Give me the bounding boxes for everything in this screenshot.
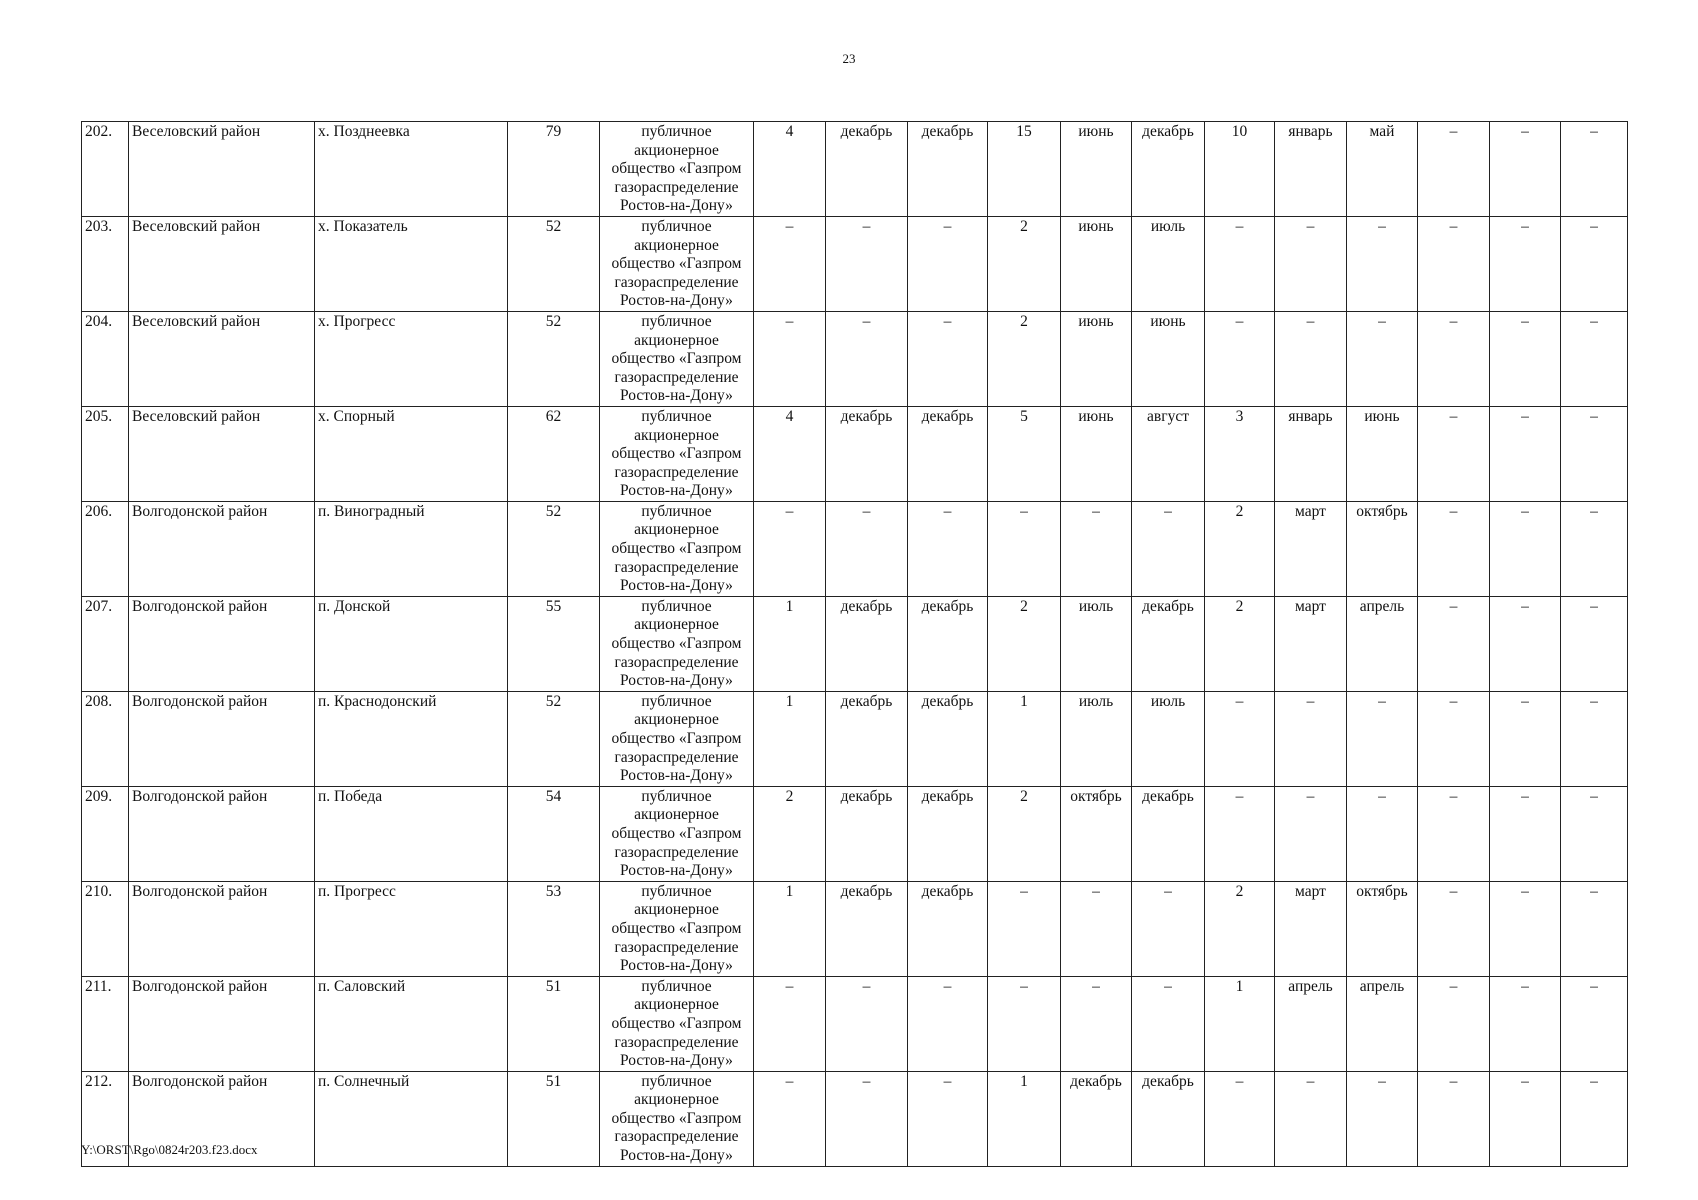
schedule-value-cell: июль (1061, 596, 1132, 691)
schedule-value-cell: – (988, 881, 1061, 976)
locality-cell: п. Виноградный (315, 501, 508, 596)
schedule-value-cell: 1 (1205, 976, 1275, 1071)
locality-cell: п. Саловский (315, 976, 508, 1071)
schedule-value-cell: июль (1132, 216, 1205, 311)
schedule-value-cell: 2 (1205, 501, 1275, 596)
schedule-value-cell: – (1275, 786, 1347, 881)
count-cell: 51 (508, 976, 600, 1071)
schedule-value-cell: – (1561, 311, 1628, 406)
organization-line: акционерное (634, 996, 719, 1014)
locality-cell: х. Прогресс (315, 311, 508, 406)
schedule-value-cell: 4 (754, 406, 826, 501)
schedule-value-cell: – (1418, 311, 1490, 406)
count-cell: 53 (508, 881, 600, 976)
schedule-value-cell: – (754, 1071, 826, 1166)
schedule-value-cell: июль (1132, 691, 1205, 786)
organization-cell (600, 691, 754, 786)
schedule-value-cell: – (1061, 976, 1132, 1071)
district-cell: Волгодонской район (129, 786, 315, 881)
schedule-value-cell: – (1061, 501, 1132, 596)
schedule-value-cell: 2 (754, 786, 826, 881)
organization-line: публичное (641, 1072, 712, 1090)
organization-line: акционерное (634, 236, 719, 254)
locality-cell: х. Спорный (315, 406, 508, 501)
schedule-value-cell: – (1275, 311, 1347, 406)
schedule-value-cell: – (1490, 881, 1561, 976)
row-number-cell: 206. (82, 501, 129, 596)
schedule-value-cell: январь (1275, 122, 1347, 217)
schedule-value-cell: – (1418, 691, 1490, 786)
district-cell: Веселовский район (129, 406, 315, 501)
organization-line: публичное (641, 882, 712, 900)
schedule-value-cell: 1 (988, 691, 1061, 786)
schedule-value-cell: декабрь (1132, 122, 1205, 217)
schedule-value-cell: декабрь (1132, 1071, 1205, 1166)
schedule-value-cell: – (1132, 976, 1205, 1071)
locality-cell: х. Показатель (315, 216, 508, 311)
schedule-value-cell: 10 (1205, 122, 1275, 217)
organization-line: газораспределение (614, 843, 739, 861)
row-number-cell: 203. (82, 216, 129, 311)
schedule-value-cell: декабрь (826, 786, 908, 881)
organization-cell (600, 596, 754, 691)
schedule-value-cell: 1 (754, 596, 826, 691)
schedule-value-cell: июнь (1347, 406, 1418, 501)
schedule-value-cell: – (826, 1071, 908, 1166)
organization-line: газораспределение (614, 368, 739, 386)
count-cell: 54 (508, 786, 600, 881)
schedule-value-cell: – (1490, 691, 1561, 786)
organization-line: Ростов-на-Дону» (620, 482, 733, 500)
schedule-value-cell: декабрь (908, 596, 988, 691)
organization-line: общество «Газпром (611, 160, 742, 178)
schedule-value-cell: апрель (1347, 596, 1418, 691)
district-cell: Веселовский район (129, 122, 315, 217)
schedule-value-cell: – (1205, 216, 1275, 311)
organization-line: публичное (641, 787, 712, 805)
schedule-value-cell: – (1561, 596, 1628, 691)
count-cell: 55 (508, 596, 600, 691)
schedule-value-cell: – (1561, 976, 1628, 1071)
organization-cell (600, 786, 754, 881)
schedule-value-cell: октябрь (1061, 786, 1132, 881)
schedule-value-cell: июнь (1061, 216, 1132, 311)
locality-cell: п. Солнечный (315, 1071, 508, 1166)
schedule-value-cell: декабрь (908, 406, 988, 501)
locality-cell: х. Позднеевка (315, 122, 508, 217)
district-cell: Веселовский район (129, 311, 315, 406)
organization-line: Ростов-на-Дону» (620, 292, 733, 310)
schedule-value-cell: – (908, 501, 988, 596)
organization-line: общество «Газпром (611, 255, 742, 273)
table-row (82, 122, 1628, 217)
schedule-value-cell: – (1418, 122, 1490, 217)
schedule-value-cell: – (908, 976, 988, 1071)
schedule-value-cell: – (1418, 976, 1490, 1071)
organization-line: общество «Газпром (611, 445, 742, 463)
row-number-cell: 207. (82, 596, 129, 691)
locality-cell: п. Победа (315, 786, 508, 881)
organization-line: общество «Газпром (611, 635, 742, 653)
schedule-value-cell: декабрь (908, 881, 988, 976)
schedule-value-cell: – (1490, 596, 1561, 691)
table-row (82, 881, 1628, 976)
schedule-value-cell: март (1275, 881, 1347, 976)
schedule-value-cell: – (1561, 406, 1628, 501)
organization-line: публичное (641, 312, 712, 330)
table-row (82, 406, 1628, 501)
schedule-value-cell: – (1418, 216, 1490, 311)
organization-line: Ростов-на-Дону» (620, 862, 733, 880)
count-cell: 79 (508, 122, 600, 217)
schedule-value-cell: – (1275, 691, 1347, 786)
page-number: 23 (842, 51, 856, 66)
schedule-value-cell: апрель (1275, 976, 1347, 1071)
schedule-value-cell: – (826, 501, 908, 596)
organization-line: акционерное (634, 331, 719, 349)
schedule-value-cell: 2 (988, 216, 1061, 311)
schedule-value-cell: май (1347, 122, 1418, 217)
organization-cell (600, 122, 754, 217)
organization-line: публичное (641, 977, 712, 995)
schedule-value-cell: – (754, 216, 826, 311)
organization-line: публичное (641, 123, 712, 140)
table-row (82, 311, 1628, 406)
gasification-schedule-table (81, 121, 1628, 1167)
file-path-footer: Y:\ORST\Rgo\0824r203.f23.docx (81, 1142, 258, 1157)
schedule-value-cell: – (1490, 501, 1561, 596)
organization-line: публичное (641, 692, 712, 710)
row-number-cell: 210. (82, 881, 129, 976)
schedule-value-cell: – (1490, 1071, 1561, 1166)
schedule-value-cell: июнь (1061, 122, 1132, 217)
schedule-value-cell: – (1490, 311, 1561, 406)
schedule-value-cell: – (1561, 501, 1628, 596)
schedule-value-cell: – (1132, 881, 1205, 976)
organization-line: Ростов-на-Дону» (620, 1052, 733, 1070)
schedule-value-cell: – (1490, 406, 1561, 501)
schedule-value-cell: – (1561, 786, 1628, 881)
schedule-value-cell: – (754, 311, 826, 406)
organization-line: Ростов-на-Дону» (620, 197, 733, 215)
schedule-value-cell: декабрь (1132, 596, 1205, 691)
organization-line: публичное (641, 502, 712, 520)
organization-line: газораспределение (614, 748, 739, 766)
organization-line: газораспределение (614, 938, 739, 956)
row-number-cell: 204. (82, 311, 129, 406)
schedule-value-cell: – (826, 311, 908, 406)
table-row (82, 216, 1628, 311)
schedule-value-cell: 1 (754, 691, 826, 786)
schedule-value-cell: – (988, 501, 1061, 596)
schedule-value-cell: 2 (988, 311, 1061, 406)
schedule-value-cell: 3 (1205, 406, 1275, 501)
schedule-value-cell: декабрь (908, 786, 988, 881)
schedule-value-cell: – (1347, 216, 1418, 311)
table-row (82, 596, 1628, 691)
schedule-value-cell: июнь (1132, 311, 1205, 406)
count-cell: 52 (508, 691, 600, 786)
schedule-value-cell: июнь (1061, 406, 1132, 501)
schedule-value-cell: – (1561, 691, 1628, 786)
organization-line: общество «Газпром (611, 540, 742, 558)
schedule-value-cell: – (1490, 122, 1561, 217)
schedule-value-cell: декабрь (1132, 786, 1205, 881)
organization-line: Ростов-на-Дону» (620, 387, 733, 405)
organization-cell (600, 501, 754, 596)
organization-line: акционерное (634, 616, 719, 634)
organization-line: газораспределение (614, 1128, 739, 1146)
schedule-value-cell: – (988, 976, 1061, 1071)
row-number-cell: 208. (82, 691, 129, 786)
table-row (82, 1071, 1628, 1166)
schedule-value-cell: 1 (754, 881, 826, 976)
schedule-value-cell: – (1418, 881, 1490, 976)
schedule-value-cell: – (908, 1071, 988, 1166)
organization-line: газораспределение (614, 653, 739, 671)
organization-cell (600, 881, 754, 976)
organization-line: Ростов-на-Дону» (620, 767, 733, 785)
organization-line: акционерное (634, 711, 719, 729)
organization-line: общество «Газпром (611, 350, 742, 368)
organization-line: Ростов-на-Дону» (620, 957, 733, 975)
schedule-value-cell: – (1061, 881, 1132, 976)
schedule-value-cell: 15 (988, 122, 1061, 217)
schedule-value-cell: октябрь (1347, 501, 1418, 596)
schedule-value-cell: – (1275, 216, 1347, 311)
district-cell: Волгодонской район (129, 976, 315, 1071)
schedule-value-cell: – (1418, 1071, 1490, 1166)
organization-line: газораспределение (614, 463, 739, 481)
locality-cell: п. Прогресс (315, 881, 508, 976)
district-cell: Волгодонской район (129, 1071, 315, 1166)
schedule-value-cell: – (1418, 406, 1490, 501)
organization-line: акционерное (634, 521, 719, 539)
schedule-value-cell: – (1132, 501, 1205, 596)
schedule-value-cell: – (754, 976, 826, 1071)
schedule-value-cell: декабрь (908, 122, 988, 217)
row-number-cell: 211. (82, 976, 129, 1071)
schedule-value-cell: 1 (988, 1071, 1061, 1166)
row-number-cell: 205. (82, 406, 129, 501)
count-cell: 52 (508, 501, 600, 596)
organization-line: общество «Газпром (611, 730, 742, 747)
schedule-value-cell: – (1490, 976, 1561, 1071)
district-cell: Волгодонской район (129, 691, 315, 786)
organization-line: публичное (641, 407, 712, 425)
locality-cell: п. Донской (315, 596, 508, 691)
schedule-value-cell: 2 (1205, 881, 1275, 976)
organization-cell (600, 311, 754, 406)
schedule-value-cell: – (1418, 501, 1490, 596)
schedule-value-cell: – (1561, 1071, 1628, 1166)
organization-line: Ростов-на-Дону» (620, 672, 733, 690)
table-row (82, 786, 1628, 881)
organization-line: публичное (641, 597, 712, 615)
schedule-value-cell: – (1275, 1071, 1347, 1166)
schedule-value-cell: – (1205, 1071, 1275, 1166)
row-number-cell: 202. (82, 122, 129, 217)
count-cell: 51 (508, 1071, 600, 1166)
schedule-value-cell: 2 (988, 786, 1061, 881)
organization-line: общество «Газпром (611, 919, 742, 937)
count-cell: 52 (508, 311, 600, 406)
schedule-value-cell: январь (1275, 406, 1347, 501)
schedule-value-cell: август (1132, 406, 1205, 501)
schedule-value-cell: – (1347, 1071, 1418, 1166)
district-cell: Веселовский район (129, 216, 315, 311)
schedule-value-cell: октябрь (1347, 881, 1418, 976)
organization-cell (600, 216, 754, 311)
schedule-value-cell: – (1561, 122, 1628, 217)
organization-line: акционерное (634, 141, 719, 159)
schedule-value-cell: – (1205, 691, 1275, 786)
schedule-value-cell: 5 (988, 406, 1061, 501)
schedule-value-cell: апрель (1347, 976, 1418, 1071)
schedule-value-cell: декабрь (826, 691, 908, 786)
schedule-value-cell: – (1561, 881, 1628, 976)
organization-line: общество «Газпром (611, 1014, 742, 1032)
locality-cell: п. Краснодонский (315, 691, 508, 786)
schedule-value-cell: декабрь (826, 596, 908, 691)
schedule-value-cell: 4 (754, 122, 826, 217)
district-cell: Волгодонской район (129, 501, 315, 596)
schedule-value-cell: декабрь (908, 691, 988, 786)
schedule-value-cell: март (1275, 596, 1347, 691)
schedule-value-cell: декабрь (826, 406, 908, 501)
schedule-value-cell: – (1347, 786, 1418, 881)
organization-line: Ростов-на-Дону» (620, 1147, 733, 1165)
organization-line: акционерное (634, 806, 719, 824)
schedule-value-cell: – (1347, 311, 1418, 406)
row-number-cell: 212. (82, 1071, 129, 1166)
schedule-value-cell: – (1490, 216, 1561, 311)
table-row (82, 501, 1628, 596)
schedule-value-cell: декабрь (826, 122, 908, 217)
schedule-value-cell: – (1347, 691, 1418, 786)
schedule-value-cell: 2 (1205, 596, 1275, 691)
organization-line: акционерное (634, 1091, 719, 1109)
schedule-value-cell: декабрь (1061, 1071, 1132, 1166)
organization-line: газораспределение (614, 273, 739, 291)
organization-line: газораспределение (614, 1033, 739, 1051)
organization-cell (600, 406, 754, 501)
schedule-value-cell: – (826, 976, 908, 1071)
schedule-value-cell: – (1205, 786, 1275, 881)
count-cell: 62 (508, 406, 600, 501)
organization-line: газораспределение (614, 178, 739, 196)
schedule-value-cell: – (908, 216, 988, 311)
schedule-value-cell: – (826, 216, 908, 311)
table-body (82, 122, 1628, 1167)
organization-cell (600, 1071, 754, 1166)
schedule-value-cell: – (1561, 216, 1628, 311)
organization-line: акционерное (634, 426, 719, 444)
table-row (82, 691, 1628, 786)
organization-line: общество «Газпром (611, 824, 742, 842)
organization-line: Ростов-на-Дону» (620, 577, 733, 595)
organization-line: газораспределение (614, 558, 739, 576)
schedule-value-cell: июнь (1061, 311, 1132, 406)
district-cell: Волгодонской район (129, 596, 315, 691)
schedule-value-cell: – (1490, 786, 1561, 881)
schedule-value-cell: декабрь (826, 881, 908, 976)
district-cell: Волгодонской район (129, 881, 315, 976)
schedule-value-cell: – (1418, 596, 1490, 691)
organization-line: общество «Газпром (611, 1109, 742, 1127)
schedule-value-cell: июль (1061, 691, 1132, 786)
organization-cell (600, 976, 754, 1071)
organization-line: акционерное (634, 901, 719, 919)
schedule-value-cell: март (1275, 501, 1347, 596)
schedule-value-cell: – (908, 311, 988, 406)
schedule-value-cell: – (1205, 311, 1275, 406)
schedule-value-cell: 2 (988, 596, 1061, 691)
table-row (82, 976, 1628, 1071)
row-number-cell: 209. (82, 786, 129, 881)
schedule-value-cell: – (1418, 786, 1490, 881)
count-cell: 52 (508, 216, 600, 311)
organization-line: публичное (641, 217, 712, 235)
schedule-value-cell: – (754, 501, 826, 596)
